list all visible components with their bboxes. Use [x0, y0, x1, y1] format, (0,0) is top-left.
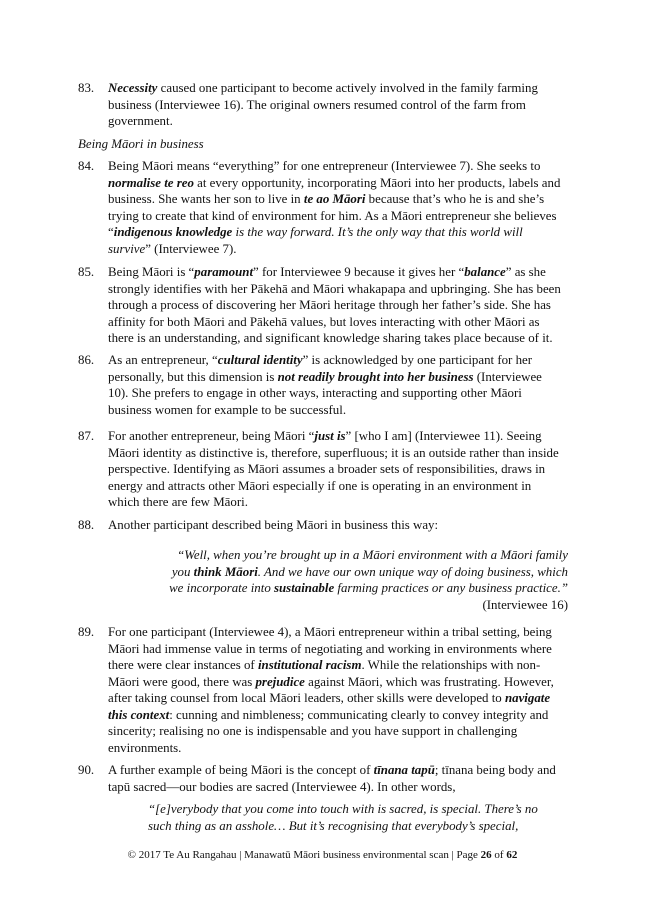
paragraph-number: 84.	[78, 159, 95, 173]
emphasis: navigate	[504, 691, 551, 705]
quote-line: such thing as an asshole… But it’s recognising that everybody’s special,	[148, 818, 519, 833]
quote-text: we incorporate into	[169, 581, 274, 595]
text: : cunning and nimbleness; communicating clearly to convey integrity and	[169, 707, 549, 722]
text: A further example of being Māori is the concept of	[108, 763, 374, 777]
emphasis: paramount	[194, 265, 254, 279]
quote-text: . And we have our own unique way of doing business, which	[257, 564, 568, 579]
text: environments.	[108, 740, 182, 755]
emphasis: sustainable	[274, 581, 335, 595]
emphasis: not readily brought into her business	[277, 369, 474, 384]
emphasis: tīnana tapū	[373, 763, 435, 777]
paragraph-body	[108, 517, 578, 534]
emphasis: institutional racism	[257, 658, 362, 672]
paragraph-number: 89.	[78, 625, 95, 639]
emphasis: prejudice	[255, 674, 305, 689]
text: Māori were good, there was	[108, 674, 256, 689]
paragraph-body	[108, 80, 578, 130]
emphasis: indigenous knowledge	[113, 225, 233, 239]
text: at every opportunity, incorporating Māori into her products, labels and	[193, 175, 561, 190]
text: because that’s who he is and she’s	[365, 192, 545, 206]
text: business (Interviewee 16). The original owners resumed control of the farm from	[108, 97, 526, 112]
text: Another participant described being Māori in business this way:	[108, 518, 439, 532]
paragraph-number: 86.	[78, 353, 95, 367]
text: 10). She prefers to engage in other ways, interacting and supporting other Māori	[108, 386, 522, 400]
text: against Māori, which was frustrating. However,	[304, 674, 554, 689]
text: Being Māori is “	[108, 265, 195, 279]
emphasis: cultural identity	[217, 353, 303, 367]
text: after taking counsel from local Māori leaders, other skills were developed to	[108, 691, 505, 705]
paragraph-number: 83.	[78, 81, 95, 95]
text: For another entrepreneur, being Māori “	[108, 429, 315, 443]
text: Māori identity as distinctive is, therefore, superfluous; it is an outside rather than inside	[108, 445, 559, 460]
quote-line: “Well, when you’re brought up in a Māori environment with a Māori family	[177, 548, 568, 562]
quote-citation: (Interviewee 16)	[482, 597, 568, 612]
text: government.	[108, 114, 173, 128]
text: trying to create that kind of environment for him. As a Māori entrepreneur she believes	[108, 208, 557, 223]
text: strongly identifies with her Pākehā and Māori whakapapa and upbringing. She has been	[108, 281, 561, 296]
text: For one participant (Interviewee 4), a Māori entrepreneur within a tribal setting, being	[108, 625, 552, 639]
paragraph-body	[108, 762, 578, 795]
text: ” is acknowledged by one participant for her	[302, 353, 533, 367]
paragraph-body	[108, 428, 578, 511]
paragraph-number: 88.	[78, 518, 95, 532]
text: caused one participant to become actively involved in the family farming	[157, 81, 538, 95]
emphasis-necessity: Necessity	[108, 81, 158, 95]
text: business. She wants her son to live in	[108, 192, 304, 206]
text: tapū sacred—our bodies are sacred (Interviewee 4). In other words,	[108, 779, 456, 794]
emphasis: normalise te reo	[108, 175, 194, 190]
text: “	[108, 225, 114, 239]
text: ” (Interviewee 7).	[145, 241, 237, 256]
paragraph-body	[108, 352, 578, 418]
emphasis: balance	[464, 265, 506, 279]
emphasis: te ao Māori	[303, 192, 366, 206]
text: (Interviewee	[473, 369, 542, 384]
page-total: 62	[506, 849, 518, 861]
paragraph-number: 87.	[78, 429, 95, 443]
text: business women for example to be successful.	[108, 402, 347, 417]
emphasis: just is	[314, 429, 346, 443]
text: ; tīnana being body and	[434, 763, 556, 777]
text: Māori had immense value in terms of negotiating and working in environments where	[108, 641, 552, 656]
paragraph-body	[108, 158, 578, 257]
section-heading: Being Māori in business	[78, 137, 204, 151]
text: personally, but this dimension is	[108, 369, 278, 384]
footer-text: of	[491, 849, 507, 861]
text: there is an understanding, and significant knowledge sharing takes place because of it.	[108, 331, 553, 345]
page-footer	[0, 848, 645, 862]
text: through a process of discovering her Māori heritage through her father’s side. She has	[108, 298, 551, 312]
text: ” [who I am] (Interviewee 11). Seeing	[345, 429, 542, 443]
text: perspective. Identifying as Māori assumes a broader sets of responsibilities, draws in	[108, 462, 546, 476]
text: there were clear instances of	[108, 658, 258, 672]
quote-text: farming practices or any business practice.”	[334, 581, 568, 595]
block-quote-88	[169, 547, 568, 613]
paragraph-number: 85.	[78, 265, 95, 279]
text: affinity for both Māori and Pākehā values, but loves interacting with other Māori as	[108, 314, 540, 329]
paragraph-body	[108, 264, 578, 347]
quote-text: you	[171, 564, 194, 579]
text: energy and attracts other Māori especially if one is operating in an environment in	[108, 478, 532, 493]
quote-line: “[e]verybody that you come into touch with is sacred, is special. There’s no	[148, 802, 538, 816]
paragraph-number: 90.	[78, 763, 95, 777]
text: ” for Interviewee 9 because it gives her “	[253, 265, 465, 279]
footer-text: © 2017 Te Au Rangahau | Manawatū Māori business environmental scan | Page	[127, 849, 481, 861]
text: ” as she	[505, 265, 546, 279]
quote-text: survive	[108, 241, 146, 256]
quote-text: is the way forward. It’s the only way that this world will	[232, 225, 523, 239]
text: . While the relationships with non-	[361, 658, 541, 672]
text: Being Māori means “everything” for one entrepreneur (Interviewee 7). She seeks to	[108, 159, 541, 173]
text: which there are few Māori.	[108, 495, 248, 509]
paragraph-body	[108, 624, 578, 756]
text: As an entrepreneur, “	[108, 353, 218, 367]
block-quote-90	[148, 801, 538, 834]
page-number: 26	[480, 849, 492, 861]
emphasis: think Māori	[193, 564, 258, 579]
text: sincerity; realising no one is indispensable and you have support in challenging	[108, 724, 518, 738]
emphasis: this context	[108, 707, 170, 722]
